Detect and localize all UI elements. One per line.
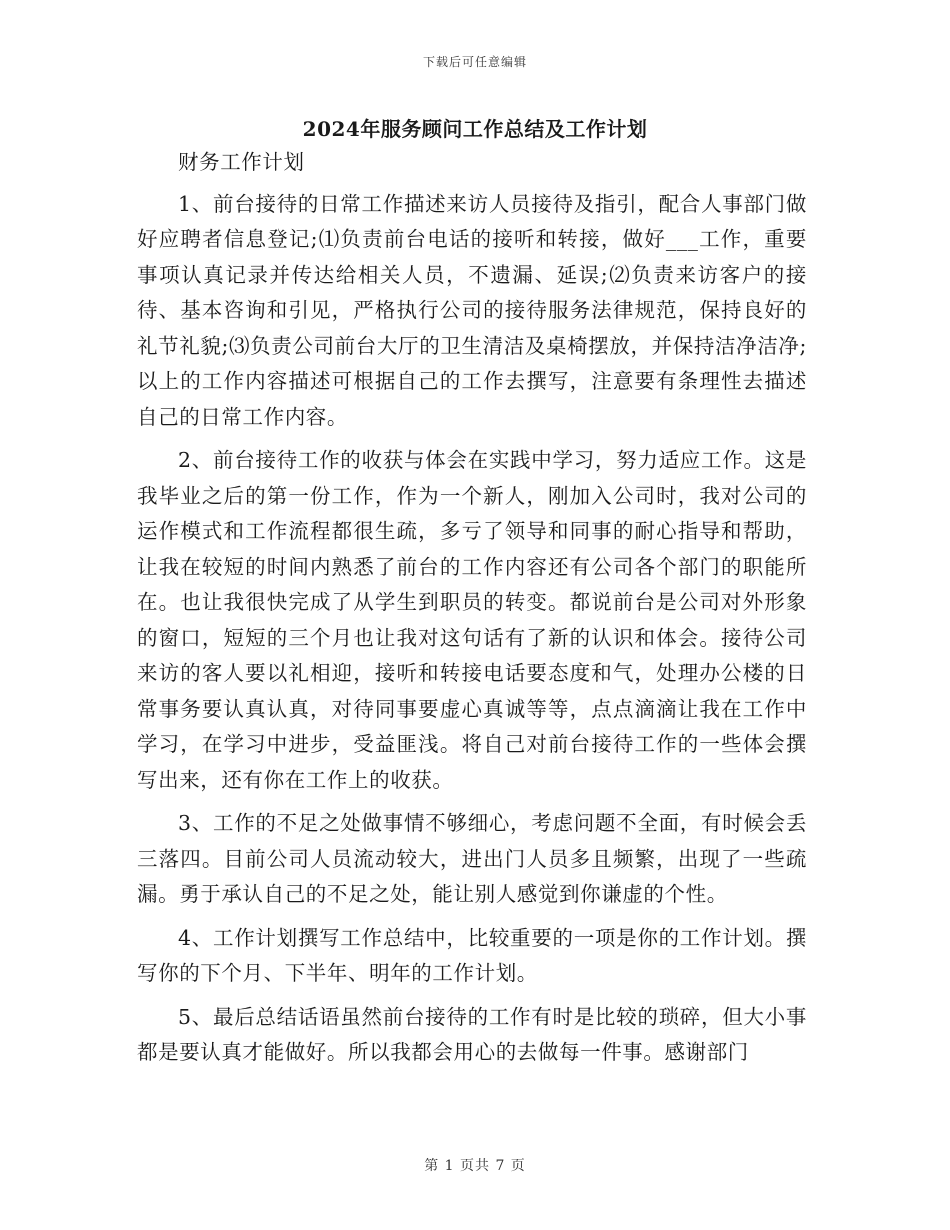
section-subheading: 财务工作计划 bbox=[178, 150, 305, 174]
paragraph-3: 3、工作的不足之处做事情不够细心，考虑问题不全面，有时候会丢三落四。目前公司人员流动较大，进出门人员多且频繁，出现了一些疏漏。勇于承认自己的不足之处，能让别人感觉到你谦虚的个性。 bbox=[137, 811, 807, 906]
paragraph-2: 2、前台接待工作的收获与体会在实践中学习，努力适应工作。这是我毕业之后的第一份工作，作为一个新人，刚加入公司时，我对公司的运作模式和工作流程都很生疏，多亏了领导和同事的耐心指导和帮助，让我在较短的时间内熟悉了前台的工作内容还有公司各个部门的职能所在。也让我很快完成了从学生到职员的转变。都说前台是公司对外形象的窗口，短短的三个月也让我对这句话有了新的认识和体会。接待公司来访的客人要以礼相迎，接听和转接电话要态度和气，处理办公楼的日常事务要认真认真，对待同事要虚心真诚等等，点点滴滴让我在工作中学习，在学习中进步，受益匪浅。将自己对前台接待工作的一些体会撰写出来，还有你在工作上的收获。 bbox=[137, 448, 807, 792]
paragraph-1: 1、前台接待的日常工作描述来访人员接待及指引，配合人事部门做好应聘者信息登记;⑴负责前台电话的接听和转接，做好___工作，重要事项认真记录并传达给相关人员，不遗漏、延误;⑵负责来访客户的接待、基本咨询和引见，严格执行公司的接待服务法律规范，保持良好的礼节礼貌;⑶负责公司前台大厅的卫生清洁及桌椅摆放，并保持洁净洁净;以上的工作内容描述可根据自己的工作去撰写，注意要有条理性去描述自己的日常工作内容。 bbox=[137, 191, 807, 429]
document-title: 2024年服务顾问工作总结及工作计划 bbox=[302, 117, 648, 141]
paragraph-5: 5、最后总结话语虽然前台接待的工作有时是比较的琐碎，但大小事都是要认真才能做好。所以我都会用心的去做每一件事。感谢部门 bbox=[137, 1004, 807, 1064]
page-indicator: 第 1 页共 7 页 bbox=[424, 1158, 526, 1174]
document-body bbox=[137, 145, 807, 1071]
header-note: 下载后可任意编辑 bbox=[422, 55, 527, 69]
paragraph-4: 4、工作计划撰写工作总结中，比较重要的一项是你的工作计划。撰写你的下个月、下半年、明年的工作计划。 bbox=[137, 925, 807, 985]
